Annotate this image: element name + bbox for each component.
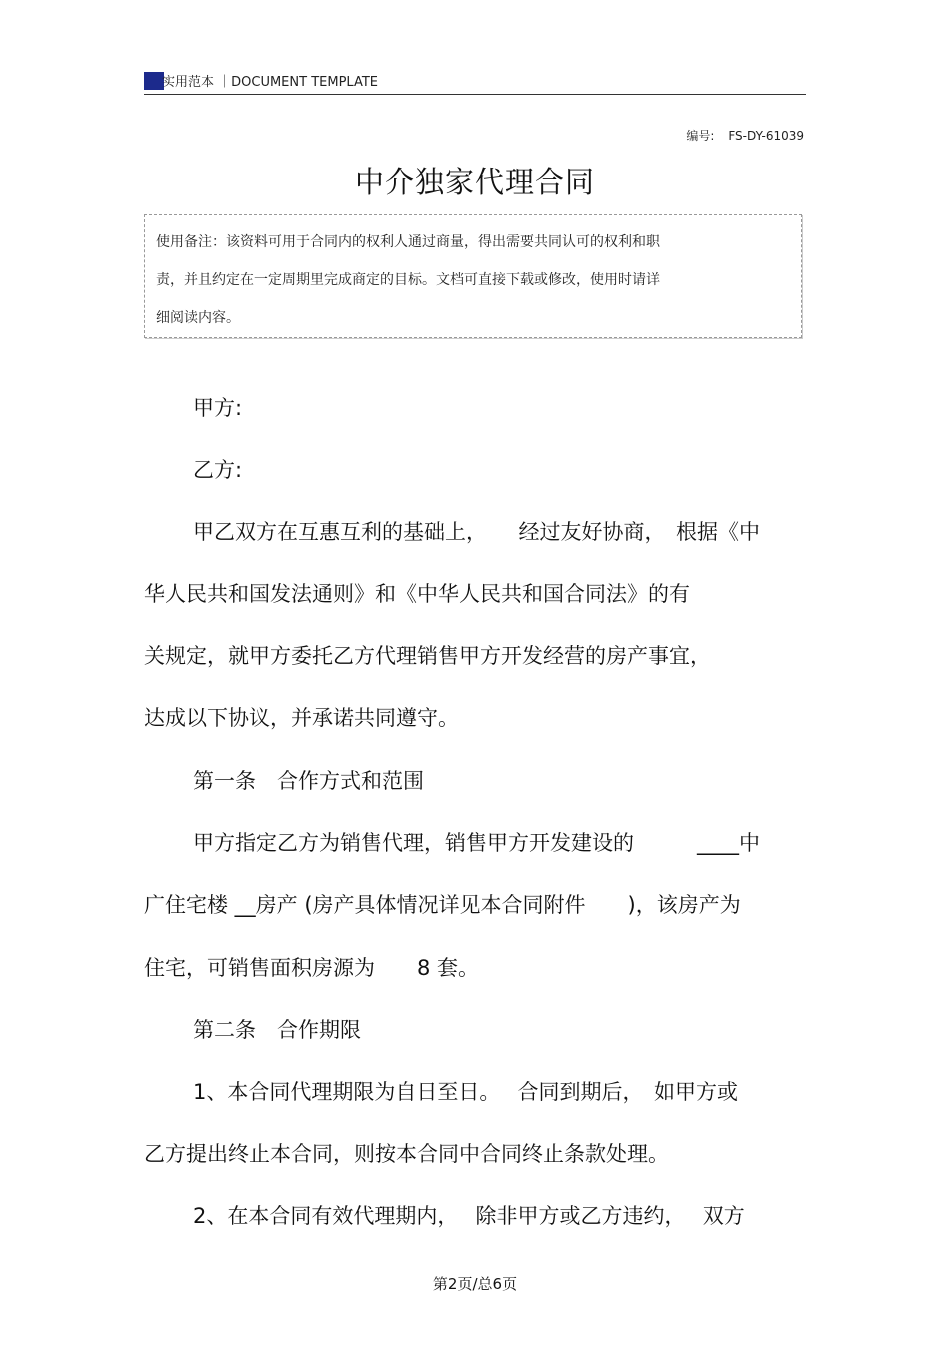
document-header xyxy=(144,68,806,95)
paragraph-line: 华人民共和国发法通则》和《中华人民共和国合同法》的有 xyxy=(144,582,690,606)
note-line: 使用备注：该资料可用于合同内的权利人通过商量，得出需要共同认可的权利和职 xyxy=(156,234,660,250)
article-heading: 第二条 合作期限 xyxy=(193,1018,361,1042)
paragraph-line: 乙方提出终止本合同，则按本合同中合同终止条款处理。 xyxy=(144,1142,669,1166)
party-b-line: 乙方: xyxy=(193,458,243,482)
document-number xyxy=(686,127,804,144)
page-title: 中介独家代理合同 xyxy=(354,165,595,199)
paragraph-line: 甲方指定乙方为销售代理，销售甲方开发建设的 ____中 xyxy=(193,831,760,855)
paragraph-line: 甲乙双方在互惠互利的基础上， 经过友好协商， 根据《中 xyxy=(193,520,760,544)
document-number-value: FS-DY-61039 xyxy=(728,129,804,143)
usage-note-box xyxy=(144,214,802,338)
page-footer: 第2页/总6页 xyxy=(432,1275,518,1293)
paragraph-line: 2、在本合同有效代理期内， 除非甲方或乙方违约， 双方 xyxy=(193,1204,745,1228)
paragraph-line: 关规定，就甲方委托乙方代理销售甲方开发经营的房产事宜， xyxy=(144,644,711,668)
note-line: 细阅读内容。 xyxy=(156,310,240,326)
document-number-label: 编号: xyxy=(686,129,715,143)
article-heading: 第一条 合作方式和范围 xyxy=(193,769,424,793)
paragraph-line: 广住宅楼 __房产 (房产具体情况详见本合同附件 )，该房产为 xyxy=(144,893,741,917)
header-text: 实用范本 ｜DOCUMENT TEMPLATE xyxy=(162,75,378,90)
paragraph-line: 达成以下协议，并承诺共同遵守。 xyxy=(144,706,459,730)
logo-square-icon xyxy=(144,72,164,90)
note-line: 责，并且约定在一定周期里完成商定的目标。文档可直接下载或修改，使用时请详 xyxy=(156,272,660,288)
paragraph-line: 1、本合同代理期限为自日至日。 合同到期后， 如甲方或 xyxy=(193,1080,739,1104)
paragraph-line: 住宅，可销售面积房源为 8 套。 xyxy=(144,956,480,980)
party-a-line: 甲方: xyxy=(193,396,243,420)
